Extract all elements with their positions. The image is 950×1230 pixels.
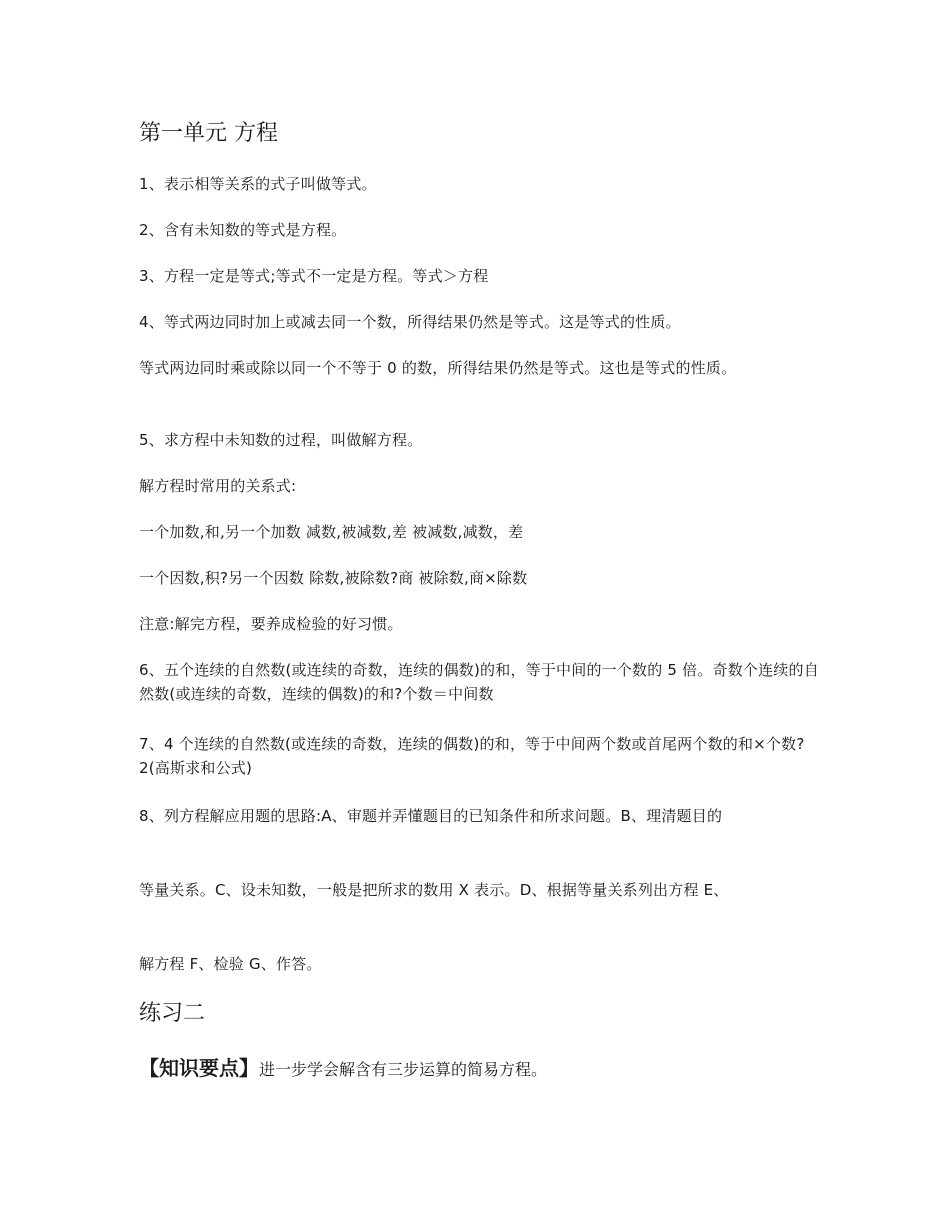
paragraph-relations-intro: 解方程时常用的关系式: bbox=[139, 477, 297, 495]
paragraph-7: 7、4 个连续的自然数(或连续的奇数，连续的偶数)的和，等于中间两个数或首尾两个数的和×个数?2(高斯求和公式) bbox=[139, 735, 805, 777]
paragraph-2: 2、含有未知数的等式是方程。 bbox=[139, 221, 347, 239]
knowledge-text: 进一步学会解含有三步运算的简易方程。 bbox=[259, 1060, 548, 1079]
paragraph-6: 6、五个连续的自然数(或连续的奇数，连续的偶数)的和，等于中间的一个数的 5 倍。奇数个连续的自然数(或连续的奇数，连续的偶数)的和?个数＝中间数 bbox=[139, 661, 819, 703]
paragraph-1: 1、表示相等关系的式子叫做等式。 bbox=[139, 175, 377, 193]
paragraph-8-end: 解方程 F、检验 G、作答。 bbox=[139, 955, 322, 973]
paragraph-note: 注意:解完方程，要养成检验的好习惯。 bbox=[139, 615, 403, 633]
paragraph-relations-mul: 一个因数,积?另一个因数 除数,被除数?商 被除数,商×除数 bbox=[139, 569, 528, 587]
paragraph-4: 4、等式两边同时加上或减去同一个数，所得结果仍然是等式。这是等式的性质。 bbox=[139, 313, 681, 331]
paragraph-relations-add: 一个加数,和,另一个加数 减数,被减数,差 被减数,减数，差 bbox=[139, 523, 524, 541]
section-title: 练习二 bbox=[139, 1001, 206, 1026]
paragraph-4-continued: 等式两边同时乘或除以同一个不等于 0 的数，所得结果仍然是等式。这也是等式的性质。 bbox=[139, 359, 737, 377]
unit-title: 第一单元 方程 bbox=[139, 121, 278, 146]
paragraph-8-continued: 等量关系。C、设未知数，一般是把所求的数用 X 表示。D、根据等量关系列出方程 E、 bbox=[139, 881, 729, 899]
paragraph-5: 5、求方程中未知数的过程，叫做解方程。 bbox=[139, 431, 423, 449]
knowledge-tag: 【知识要点】 bbox=[139, 1056, 259, 1080]
paragraph-8: 8、列方程解应用题的思路:A、审题并弄懂题目的已知条件和所求问题。B、理清题目的 bbox=[139, 807, 723, 825]
knowledge-points bbox=[139, 1054, 547, 1084]
paragraph-3: 3、方程一定是等式;等式不一定是方程。等式＞方程 bbox=[139, 267, 489, 285]
